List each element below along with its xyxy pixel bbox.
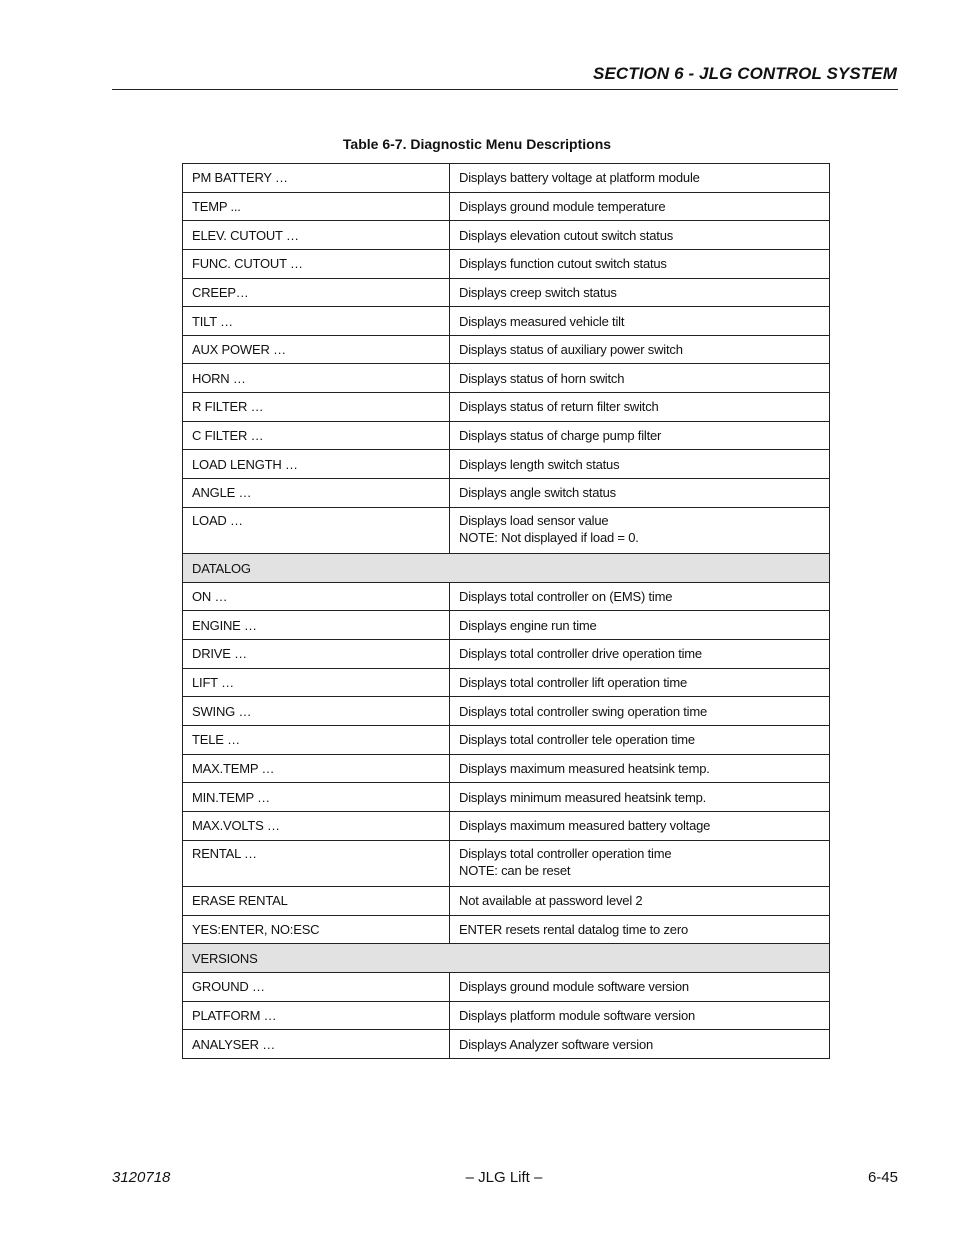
table-row bbox=[183, 221, 830, 250]
description-cell: Displays status of horn switch bbox=[450, 364, 830, 393]
table-row bbox=[183, 887, 830, 916]
menu-cell: CREEP… bbox=[183, 278, 450, 307]
table-row bbox=[183, 582, 830, 611]
menu-cell: HORN … bbox=[183, 364, 450, 393]
menu-cell: AUX POWER … bbox=[183, 335, 450, 364]
description-cell: ENTER resets rental datalog time to zero bbox=[450, 915, 830, 944]
description-cell: Displays total controller on (EMS) time bbox=[450, 582, 830, 611]
table-row bbox=[183, 973, 830, 1002]
menu-cell: MIN.TEMP … bbox=[183, 783, 450, 812]
menu-cell: PM BATTERY … bbox=[183, 164, 450, 193]
menu-cell: MAX.VOLTS … bbox=[183, 811, 450, 840]
description-cell: Displays Analyzer software version bbox=[450, 1030, 830, 1059]
description-cell: Displays status of auxiliary power switch bbox=[450, 335, 830, 364]
table-row bbox=[183, 1001, 830, 1030]
description-cell bbox=[450, 507, 830, 554]
menu-cell: MAX.TEMP … bbox=[183, 754, 450, 783]
table-row bbox=[183, 726, 830, 755]
description-cell: Displays elevation cutout switch status bbox=[450, 221, 830, 250]
table-row bbox=[183, 1030, 830, 1059]
menu-cell: RENTAL … bbox=[183, 840, 450, 887]
footer-brand: – JLG Lift – bbox=[465, 1169, 543, 1186]
description-cell: Displays platform module software version bbox=[450, 1001, 830, 1030]
table-row bbox=[183, 479, 830, 508]
description-cell: Displays measured vehicle tilt bbox=[450, 307, 830, 336]
menu-cell: TILT … bbox=[183, 307, 450, 336]
table-row bbox=[183, 335, 830, 364]
menu-cell: TELE … bbox=[183, 726, 450, 755]
description-cell: Displays total controller swing operation time bbox=[450, 697, 830, 726]
description-cell: Displays ground module software version bbox=[450, 973, 830, 1002]
description-cell: Displays angle switch status bbox=[450, 479, 830, 508]
menu-cell: ENGINE … bbox=[183, 611, 450, 640]
table-row bbox=[183, 811, 830, 840]
document-number: 3120718 bbox=[112, 1169, 171, 1186]
table-row bbox=[183, 783, 830, 812]
description-cell: Displays total controller drive operation time bbox=[450, 640, 830, 669]
table-row bbox=[183, 450, 830, 479]
menu-cell: C FILTER … bbox=[183, 421, 450, 450]
diagnostic-menu-table bbox=[182, 163, 830, 1059]
table-row bbox=[183, 364, 830, 393]
menu-cell: LOAD … bbox=[183, 507, 450, 554]
page-number: 6-45 bbox=[867, 1169, 898, 1186]
table-row bbox=[183, 915, 830, 944]
description-cell bbox=[450, 840, 830, 887]
table-caption: Table 6-7. Diagnostic Menu Descriptions bbox=[342, 136, 612, 152]
description-cell: Displays maximum measured battery voltage bbox=[450, 811, 830, 840]
diagnostic-menu-table-body bbox=[183, 164, 830, 1059]
description-note: NOTE: Not displayed if load = 0. bbox=[459, 529, 639, 545]
table-row bbox=[183, 278, 830, 307]
menu-cell: PLATFORM … bbox=[183, 1001, 450, 1030]
header-divider bbox=[112, 89, 898, 90]
menu-cell: R FILTER … bbox=[183, 393, 450, 422]
table-row bbox=[183, 840, 830, 887]
table-row bbox=[183, 697, 830, 726]
table-row bbox=[183, 192, 830, 221]
description-note: NOTE: can be reset bbox=[459, 862, 571, 878]
group-header-datalog: DATALOG bbox=[183, 554, 830, 583]
description-text: Displays total controller operation time bbox=[459, 845, 672, 861]
table-row bbox=[183, 307, 830, 336]
menu-cell: ANALYSER … bbox=[183, 1030, 450, 1059]
description-cell: Displays status of charge pump filter bbox=[450, 421, 830, 450]
description-text: Displays load sensor value bbox=[459, 512, 609, 528]
description-cell: Displays ground module temperature bbox=[450, 192, 830, 221]
menu-cell: DRIVE … bbox=[183, 640, 450, 669]
description-cell: Displays total controller tele operation time bbox=[450, 726, 830, 755]
group-header-row bbox=[183, 554, 830, 583]
description-cell: Displays minimum measured heatsink temp. bbox=[450, 783, 830, 812]
description-cell: Not available at password level 2 bbox=[450, 887, 830, 916]
table-row bbox=[183, 668, 830, 697]
table-row bbox=[183, 249, 830, 278]
menu-cell: ANGLE … bbox=[183, 479, 450, 508]
description-cell: Displays engine run time bbox=[450, 611, 830, 640]
menu-cell: SWING … bbox=[183, 697, 450, 726]
description-cell: Displays creep switch status bbox=[450, 278, 830, 307]
menu-cell: TEMP ... bbox=[183, 192, 450, 221]
table-row bbox=[183, 611, 830, 640]
menu-cell: LIFT … bbox=[183, 668, 450, 697]
menu-cell: YES:ENTER, NO:ESC bbox=[183, 915, 450, 944]
description-cell: Displays length switch status bbox=[450, 450, 830, 479]
menu-cell: GROUND … bbox=[183, 973, 450, 1002]
menu-cell: ERASE RENTAL bbox=[183, 887, 450, 916]
menu-cell: ELEV. CUTOUT … bbox=[183, 221, 450, 250]
description-cell: Displays battery voltage at platform module bbox=[450, 164, 830, 193]
table-row bbox=[183, 507, 830, 554]
table-row bbox=[183, 640, 830, 669]
table-row bbox=[183, 164, 830, 193]
group-header-versions: VERSIONS bbox=[183, 944, 830, 973]
table-row bbox=[183, 754, 830, 783]
menu-cell: FUNC. CUTOUT … bbox=[183, 249, 450, 278]
description-cell: Displays status of return filter switch bbox=[450, 393, 830, 422]
description-cell: Displays maximum measured heatsink temp. bbox=[450, 754, 830, 783]
menu-cell: LOAD LENGTH … bbox=[183, 450, 450, 479]
description-cell: Displays function cutout switch status bbox=[450, 249, 830, 278]
menu-cell: ON … bbox=[183, 582, 450, 611]
group-header-row bbox=[183, 944, 830, 973]
table-row bbox=[183, 393, 830, 422]
description-cell: Displays total controller lift operation time bbox=[450, 668, 830, 697]
section-title: SECTION 6 - JLG CONTROL SYSTEM bbox=[593, 64, 897, 83]
table-row bbox=[183, 421, 830, 450]
